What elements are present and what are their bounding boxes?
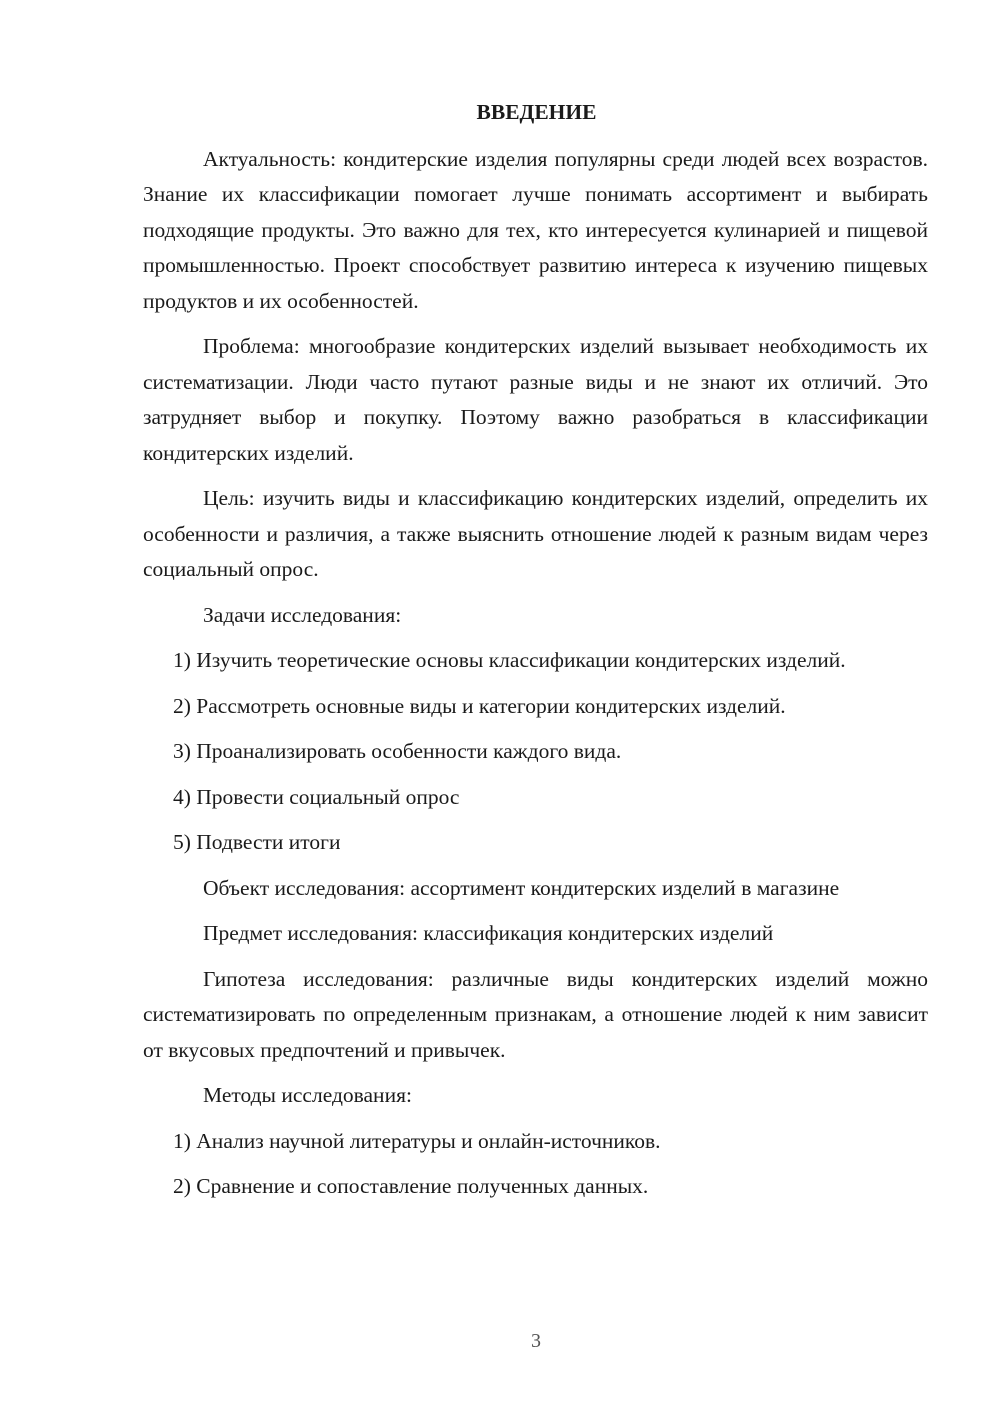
problem-paragraph: Проблема: многообразие кондитерских изделий вызывает необходимость их систематизации. Люди часто путают разные виды и не знают их отличий. Это затрудняет выбор и покупку. Поэтому важно разобраться в классификации кондитерских изделий. — [143, 334, 928, 465]
document-page — [143, 95, 928, 1215]
method-item-1: 1) Анализ научной литературы и онлайн-источников. — [173, 1128, 661, 1153]
tasks-label: Задачи исследования: — [203, 602, 402, 627]
task-item-4: 4) Провести социальный опрос — [173, 784, 460, 809]
task-item-2: 2) Рассмотреть основные виды и категории кондитерских изделий. — [173, 693, 786, 718]
methods-label: Методы исследования: — [203, 1083, 412, 1107]
page-title: ВВЕДЕНИЕ — [476, 100, 597, 124]
task-item-1: 1) Изучить теоретические основы классификации кондитерских изделий. — [173, 648, 846, 672]
page-number: 3 — [531, 1330, 541, 1352]
task-item-3: 3) Проанализировать особенности каждого вида. — [173, 739, 622, 763]
goal-paragraph: Цель: изучить виды и классификацию кондитерских изделий, определить их особенности и различия, а также выяснить отношение людей к разным видам через социальный опрос. — [143, 486, 928, 581]
relevance-paragraph: Актуальность: кондитерские изделия популярны среди людей всех возрастов. Знание их классификации помогает лучше понимать ассортимент и выбирать подходящие продукты. Это важно для тех, кто интересуется кулинарией и пищевой промышленностью. Проект способствует развитию интереса к изучению пищевых продуктов и их особенностей. — [143, 146, 928, 313]
task-item-5: 5) Подвести итоги — [173, 830, 341, 854]
hypothesis-paragraph: Гипотеза исследования: различные виды кондитерских изделий можно систематизировать по определенным признакам, а отношение людей к ним зависит от вкусовых предпочтений и привычек. — [143, 966, 928, 1062]
method-item-2: 2) Сравнение и сопоставление полученных данных. — [173, 1174, 649, 1198]
object-paragraph: Объект исследования: ассортимент кондитерских изделий в магазине — [203, 875, 840, 900]
subject-paragraph: Предмет исследования: классификация кондитерских изделий — [203, 921, 774, 945]
